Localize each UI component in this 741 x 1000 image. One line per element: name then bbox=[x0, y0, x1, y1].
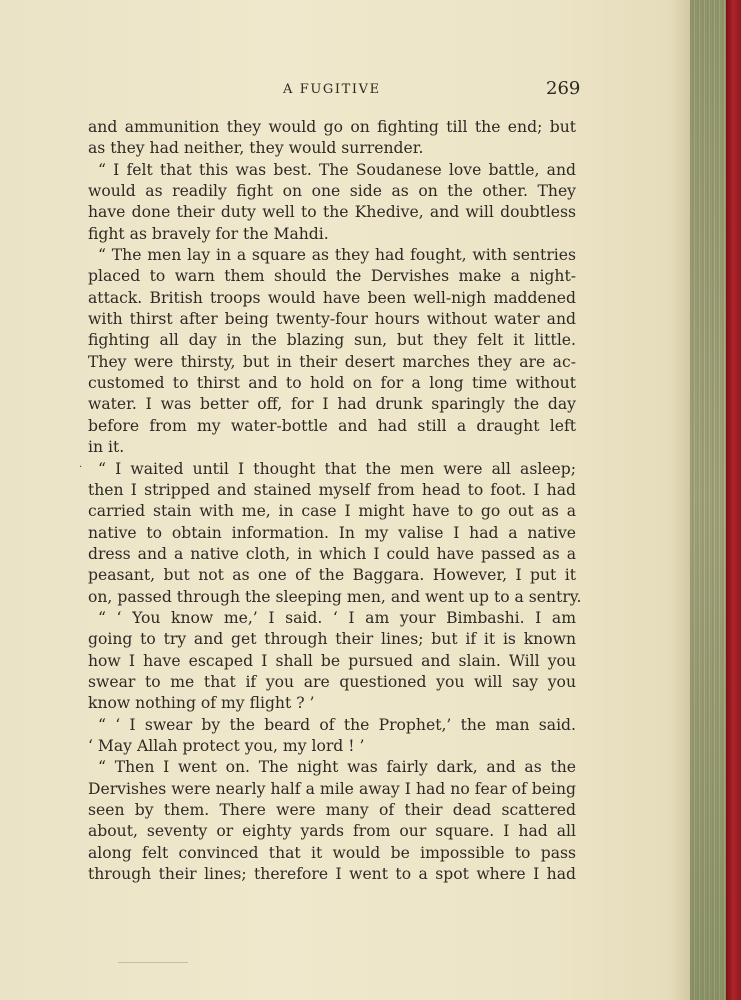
text-line: ‘ May Allah protect you, my lord ! ’ bbox=[88, 736, 365, 755]
text-line: would as readily fight on one side as on the other. They bbox=[88, 182, 576, 201]
text-line: in it. bbox=[88, 438, 125, 457]
text-line: going to try and get through their lines; but if it is known bbox=[88, 630, 576, 649]
text-line: along felt convinced that it would be impossible to pass bbox=[88, 843, 576, 862]
text-line: dress and a native cloth, in which I could have passed as a bbox=[88, 544, 576, 563]
text-line: carried stain with me, in case I might have to go out as a bbox=[88, 502, 576, 521]
text-line: They were thirsty, but in their desert marches they are ac- bbox=[88, 352, 576, 371]
body-text bbox=[88, 117, 582, 885]
smudge-mark bbox=[118, 962, 188, 963]
text-line: seen by them. There were many of their dead scattered bbox=[88, 801, 576, 819]
text-line: on, passed through the sleeping men, and went up to a sentry. bbox=[88, 587, 582, 606]
text-line: water. I was better off, for I had drunk sparingly the day bbox=[88, 395, 576, 414]
text-line: customed to thirst and to hold on for a long time without bbox=[88, 374, 576, 393]
text-line: fight as bravely for the Mahdi. bbox=[88, 224, 329, 243]
text-line: then I stripped and stained myself from head to foot. I had bbox=[88, 480, 576, 499]
text-line: “ I felt that this was best. The Soudanese love battle, and bbox=[98, 160, 576, 179]
text-line: before from my water-bottle and had still a draught left bbox=[88, 416, 576, 435]
text-line: native to obtain information. In my valise I had a native bbox=[88, 523, 576, 542]
running-head bbox=[0, 78, 690, 104]
text-line: know nothing of my flight ? ’ bbox=[88, 694, 315, 713]
text-line: about, seventy or eighty yards from our square. I had all bbox=[88, 822, 576, 841]
text-line: how I have escaped I shall be pursued and slain. Will you bbox=[88, 651, 576, 670]
text-line: through their lines; therefore I went to a spot where I had bbox=[88, 865, 576, 884]
text-line: have done their duty well to the Khedive, and will doubtless bbox=[88, 203, 576, 222]
text-line: “ ‘ You know me,’ I said. ‘ I am your Bimbashi. I am bbox=[98, 608, 576, 627]
text-line: Dervishes were nearly half a mile away I had no fear of being bbox=[88, 779, 576, 798]
gutter-shadow bbox=[670, 0, 692, 1000]
page-number: 269 bbox=[546, 78, 581, 99]
text-line: “ ‘ I swear by the beard of the Prophet,’ the man said. bbox=[98, 715, 576, 734]
text-line: peasant, but not as one of the Baggara. However, I put it bbox=[88, 566, 576, 585]
text-line: and ammunition they would go on fighting till the end; but bbox=[88, 118, 576, 136]
text-line: with thirst after being twenty-four hours without water and bbox=[88, 310, 576, 329]
book-cover-edge bbox=[726, 0, 741, 1000]
text-line: swear to me that if you are questioned you will say you bbox=[88, 672, 576, 691]
text-line: “ I waited until I thought that the men were all asleep; bbox=[98, 459, 576, 478]
running-title: A FUGITIVE bbox=[283, 82, 381, 97]
text-line: “ Then I went on. The night was fairly dark, and as the bbox=[98, 758, 576, 777]
text-line: placed to warn them should the Dervishes make a night- bbox=[88, 267, 576, 286]
page-edges bbox=[690, 0, 726, 1000]
text-line: fighting all day in the blazing sun, but they felt it little. bbox=[88, 331, 576, 350]
text-line: “ The men lay in a square as they had fought, with sentries bbox=[98, 246, 576, 265]
text-line: as they had neither, they would surrender. bbox=[88, 139, 424, 158]
text-line: attack. British troops would have been well-nigh maddened bbox=[88, 288, 576, 307]
stray-mark: . bbox=[79, 459, 83, 470]
